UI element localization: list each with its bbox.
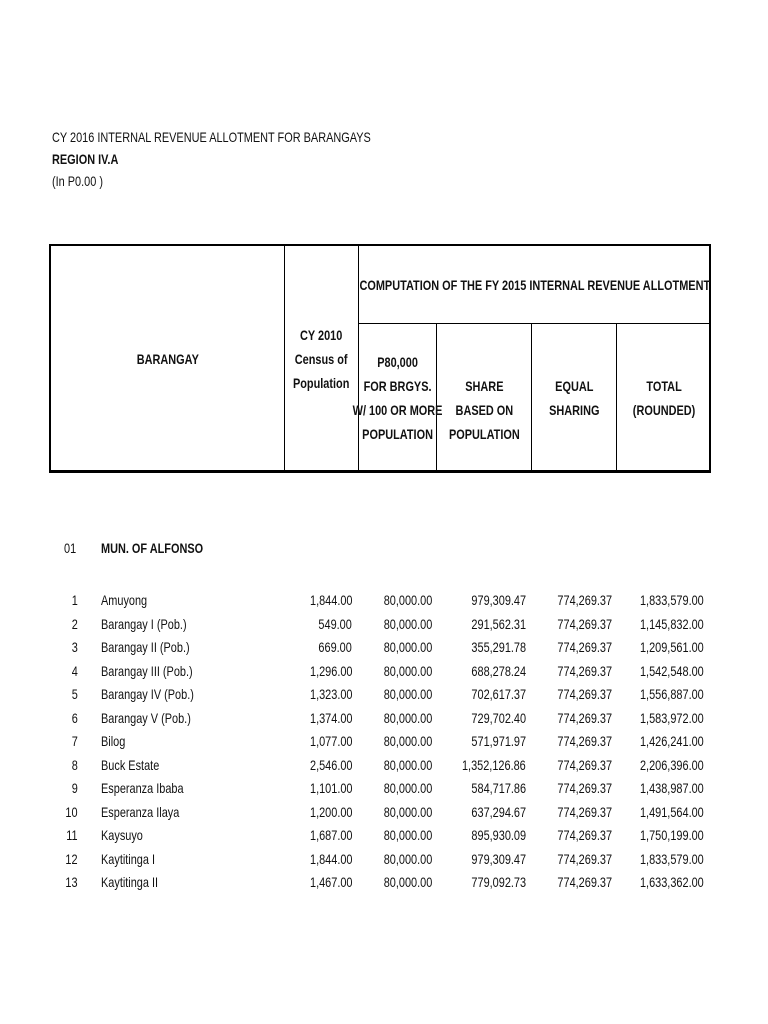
p80-allotment: 80,000.00 bbox=[383, 639, 432, 655]
p80-allotment: 80,000.00 bbox=[383, 827, 432, 843]
table-row bbox=[0, 684, 768, 708]
equal-sharing: 774,269.37 bbox=[557, 662, 612, 679]
total-rounded: 1,491,564.00 bbox=[640, 803, 704, 820]
barangay-name: Kaysuyo bbox=[101, 827, 143, 843]
share-population: 355,291.78 bbox=[471, 639, 526, 655]
barangay-name: Barangay III (Pob.) bbox=[101, 662, 193, 679]
row-number: 3 bbox=[71, 639, 78, 655]
share-population: 688,278.24 bbox=[471, 662, 526, 679]
header-p80: P80,000 FOR BRGYS. W/ 100 OR MORE POPULATION bbox=[352, 354, 443, 442]
table-row bbox=[0, 755, 768, 779]
census-population: 1,374.00 bbox=[309, 709, 352, 726]
census-population: 1,467.00 bbox=[309, 874, 352, 890]
equal-sharing: 774,269.37 bbox=[557, 850, 612, 867]
equal-sharing: 774,269.37 bbox=[557, 827, 612, 843]
share-population: 895,930.09 bbox=[471, 827, 526, 843]
census-population: 549.00 bbox=[318, 615, 352, 632]
document-title-block bbox=[52, 126, 461, 192]
equal-sharing: 774,269.37 bbox=[557, 709, 612, 726]
header-total: TOTAL (ROUNDED) bbox=[632, 378, 696, 418]
total-rounded: 1,750,199.00 bbox=[640, 827, 704, 843]
p80-allotment: 80,000.00 bbox=[383, 874, 432, 890]
total-rounded: 1,833,579.00 bbox=[640, 850, 704, 867]
census-population: 1,323.00 bbox=[309, 686, 352, 702]
table-row bbox=[0, 802, 768, 826]
census-population: 1,077.00 bbox=[309, 733, 352, 749]
table-row bbox=[0, 590, 768, 614]
share-population: 979,309.47 bbox=[471, 850, 526, 867]
p80-allotment: 80,000.00 bbox=[383, 615, 432, 632]
share-population: 702,617.37 bbox=[471, 686, 526, 702]
barangay-name: Esperanza Ibaba bbox=[101, 780, 184, 796]
total-rounded: 1,145,832.00 bbox=[640, 615, 704, 632]
section-name: MUN. OF ALFONSO bbox=[101, 540, 204, 556]
header-share: SHARE BASED ON POPULATION bbox=[448, 378, 520, 442]
p80-allotment: 80,000.00 bbox=[383, 803, 432, 820]
census-population: 1,844.00 bbox=[309, 850, 352, 867]
row-number: 4 bbox=[71, 662, 78, 679]
p80-allotment: 80,000.00 bbox=[383, 756, 432, 773]
p80-allotment: 80,000.00 bbox=[383, 686, 432, 702]
table-row bbox=[0, 661, 768, 685]
census-population: 669.00 bbox=[318, 639, 352, 655]
equal-sharing: 774,269.37 bbox=[557, 756, 612, 773]
census-population: 1,844.00 bbox=[309, 592, 352, 608]
total-rounded: 1,556,887.00 bbox=[640, 686, 704, 702]
share-population: 584,717.86 bbox=[471, 780, 526, 796]
table-row bbox=[0, 637, 768, 661]
header-equal: EQUAL SHARING bbox=[548, 378, 600, 418]
p80-allotment: 80,000.00 bbox=[383, 850, 432, 867]
section-code: 01 bbox=[64, 540, 77, 556]
equal-sharing: 774,269.37 bbox=[557, 686, 612, 702]
total-rounded: 1,583,972.00 bbox=[640, 709, 704, 726]
table-row bbox=[0, 778, 768, 802]
census-population: 1,296.00 bbox=[309, 662, 352, 679]
share-population: 1,352,126.86 bbox=[462, 756, 526, 773]
p80-allotment: 80,000.00 bbox=[383, 709, 432, 726]
header-barangay: BARANGAY bbox=[136, 351, 199, 367]
table-row bbox=[0, 872, 768, 896]
row-number: 9 bbox=[71, 780, 78, 796]
share-population: 979,309.47 bbox=[471, 592, 526, 608]
barangay-name: Barangay II (Pob.) bbox=[101, 639, 190, 655]
row-number: 2 bbox=[71, 615, 78, 632]
row-number: 6 bbox=[71, 709, 78, 726]
census-population: 1,200.00 bbox=[309, 803, 352, 820]
equal-sharing: 774,269.37 bbox=[557, 639, 612, 655]
total-rounded: 1,426,241.00 bbox=[640, 733, 704, 749]
share-population: 571,971.97 bbox=[471, 733, 526, 749]
table-body bbox=[0, 590, 768, 896]
p80-allotment: 80,000.00 bbox=[383, 780, 432, 796]
p80-allotment: 80,000.00 bbox=[383, 592, 432, 608]
header-computation: COMPUTATION OF THE FY 2015 INTERNAL REVENUE ALLOTMENT bbox=[359, 276, 711, 293]
census-population: 1,101.00 bbox=[309, 780, 352, 796]
barangay-name: Kaytitinga II bbox=[101, 874, 159, 890]
region-label: REGION IV.A bbox=[52, 151, 119, 167]
table-row bbox=[0, 731, 768, 755]
table-row bbox=[0, 614, 768, 638]
barangay-name: Buck Estate bbox=[101, 756, 160, 773]
row-number: 7 bbox=[71, 733, 78, 749]
share-population: 637,294.67 bbox=[471, 803, 526, 820]
table-row bbox=[0, 825, 768, 849]
row-number: 11 bbox=[66, 827, 78, 843]
total-rounded: 2,206,396.00 bbox=[640, 756, 704, 773]
barangay-name: Kaytitinga I bbox=[101, 850, 156, 867]
total-rounded: 1,633,362.00 bbox=[640, 874, 704, 890]
row-number: 13 bbox=[65, 874, 78, 890]
share-population: 729,702.40 bbox=[471, 709, 526, 726]
row-number: 10 bbox=[65, 803, 78, 820]
equal-sharing: 774,269.37 bbox=[557, 780, 612, 796]
barangay-name: Amuyong bbox=[101, 592, 148, 608]
equal-sharing: 774,269.37 bbox=[557, 733, 612, 749]
table-header bbox=[49, 244, 711, 473]
currency-note: (In P0.00 ) bbox=[52, 173, 103, 189]
row-number: 8 bbox=[71, 756, 78, 773]
barangay-name: Barangay V (Pob.) bbox=[101, 709, 191, 726]
equal-sharing: 774,269.37 bbox=[557, 592, 612, 608]
document-title: CY 2016 INTERNAL REVENUE ALLOTMENT FOR BARANGAYS bbox=[52, 129, 371, 145]
row-number: 12 bbox=[65, 850, 78, 867]
barangay-name: Barangay IV (Pob.) bbox=[101, 686, 194, 702]
table-row bbox=[0, 849, 768, 873]
barangay-name: Esperanza Ilaya bbox=[101, 803, 180, 820]
total-rounded: 1,542,548.00 bbox=[640, 662, 704, 679]
total-rounded: 1,209,561.00 bbox=[640, 639, 704, 655]
census-population: 2,546.00 bbox=[309, 756, 352, 773]
row-number: 5 bbox=[71, 686, 78, 702]
barangay-name: Barangay I (Pob.) bbox=[101, 615, 187, 632]
share-population: 291,562.31 bbox=[471, 615, 526, 632]
share-population: 779,092.73 bbox=[471, 874, 526, 890]
equal-sharing: 774,269.37 bbox=[557, 874, 612, 890]
row-number: 1 bbox=[71, 592, 78, 608]
p80-allotment: 80,000.00 bbox=[383, 662, 432, 679]
header-census: CY 2010 Census of Population bbox=[293, 327, 350, 391]
census-population: 1,687.00 bbox=[309, 827, 352, 843]
barangay-name: Bilog bbox=[101, 733, 126, 749]
table-row bbox=[0, 708, 768, 732]
equal-sharing: 774,269.37 bbox=[557, 615, 612, 632]
total-rounded: 1,438,987.00 bbox=[640, 780, 704, 796]
equal-sharing: 774,269.37 bbox=[557, 803, 612, 820]
total-rounded: 1,833,579.00 bbox=[640, 592, 704, 608]
p80-allotment: 80,000.00 bbox=[383, 733, 432, 749]
